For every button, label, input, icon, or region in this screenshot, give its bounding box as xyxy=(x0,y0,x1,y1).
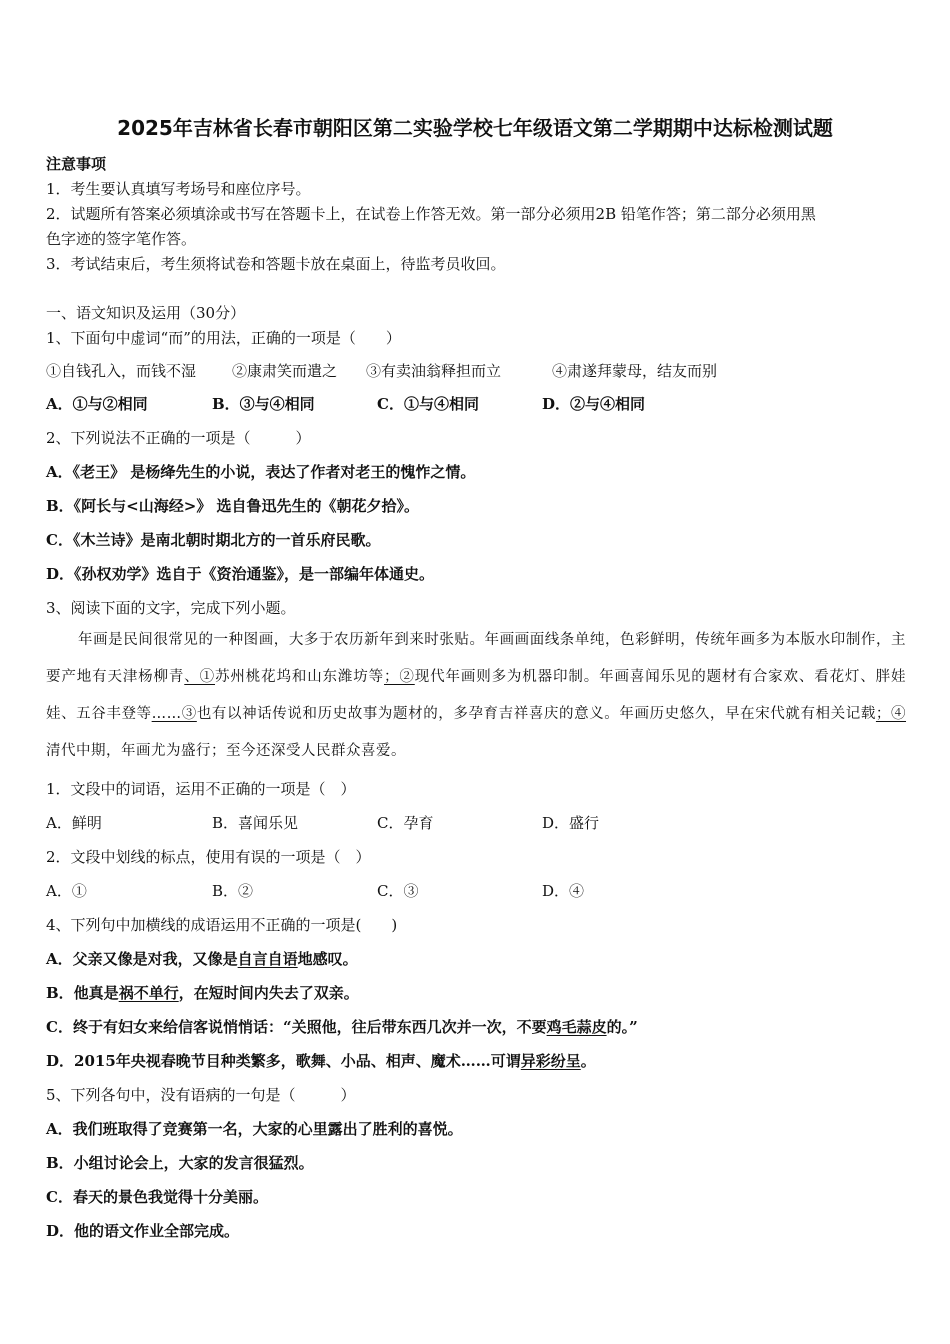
punct-mark-3: ……③ xyxy=(151,706,197,722)
q5-option-c: C．春天的景色我觉得十分美丽。 xyxy=(46,1188,268,1206)
idiom-underlined: 鸡毛蒜皮 xyxy=(546,1018,607,1036)
q4-option-c: C．终于有妇女来给信客说悄悄话：“关照他，往后带东西几次并一次，不要鸡毛蒜皮的。” xyxy=(46,1018,638,1036)
sub1-option-b: B．喜闻乐见 xyxy=(212,814,299,832)
reading-passage: 年画是民间很常见的一种图画，大多于农历新年到来时张贴。年画画面线条单纯，色彩鲜明，传统年画多为本版水印制作，主要产地有天津杨柳青、①苏州桃花坞和山东潍坊等；②现代年画则多为机器印制。年画喜闻乐见的题材有合家欢、看花灯、胖娃娃、五谷丰登等……③也有以神话传说和历史故事为题材的，多孕育吉祥喜庆的意义。年画历史悠久，早在宋代就有相关记载；④清代中期，年画尤为盛行；至今还深受人民群众喜爱。 xyxy=(46,632,907,759)
q2-option-d: D．《孙权劝学》选自于《资治通鉴》，是一部编年体通史。 xyxy=(46,565,435,583)
notice-heading: 注意事项 xyxy=(46,155,107,173)
notice-item: 1．考生要认真填写考场号和座位序号。 xyxy=(46,180,311,198)
sub1-option-d: D．盛行 xyxy=(542,814,600,832)
punct-mark-1: 、① xyxy=(184,669,216,685)
q1-option-b: B．③与④相同 xyxy=(212,395,315,413)
punct-mark-4: ；④ xyxy=(875,706,907,722)
q1-option-d: D．②与④相同 xyxy=(542,395,646,413)
q5-option-d: D．他的语文作业全部完成。 xyxy=(46,1222,240,1240)
q1-option-c: C．①与④相同 xyxy=(377,395,479,413)
idiom-underlined: 异彩纷呈 xyxy=(520,1052,581,1070)
question-stem: 5、下列各句中，没有语病的一句是（ ） xyxy=(46,1086,356,1104)
q2-option-a: A．《老王》 是杨绛先生的小说，表达了作者对老王的愧怍之情。 xyxy=(46,463,476,481)
notice-item: 色字迹的签字笔作答。 xyxy=(46,230,197,248)
page-title: 2025年吉林省长春市朝阳区第二实验学校七年级语文第二学期期中达标检测试题 xyxy=(117,116,833,140)
sub1-option-a: A．鲜明 xyxy=(46,814,102,832)
q4-option-a: A．父亲又像是对我，又像是自言自语地感叹。 xyxy=(46,950,358,968)
punct-mark-2: ；② xyxy=(384,669,415,685)
subquestion-stem: 2．文段中划线的标点，使用有误的一项是（ ） xyxy=(46,848,371,866)
q5-option-b: B．小组讨论会上，大家的发言很猛烈。 xyxy=(46,1154,314,1172)
q1-option-a: A．①与②相同 xyxy=(46,395,148,413)
subquestion-stem: 1．文段中的词语，运用不正确的一项是（ ） xyxy=(46,780,356,798)
q1-sentence: ①自钱孔入，而钱不湿 xyxy=(46,362,197,380)
sub2-option-c: C．③ xyxy=(377,882,419,900)
idiom-underlined: 祸不单行 xyxy=(118,984,179,1002)
sub2-option-a: A．① xyxy=(46,882,87,900)
q5-option-a: A．我们班取得了竞赛第一名，大家的心里露出了胜利的喜悦。 xyxy=(46,1120,463,1138)
q1-sentence: ②康肃笑而遣之 xyxy=(232,362,338,380)
question-stem: 4、下列句中加横线的成语运用不正确的一项是( ) xyxy=(46,916,398,934)
q2-option-b: B．《阿长与<山海经>》 选自鲁迅先生的《朝花夕拾》。 xyxy=(46,497,420,515)
sub2-option-d: D．④ xyxy=(542,882,585,900)
question-stem: 2、下列说法不正确的一项是（ ） xyxy=(46,429,311,447)
idiom-underlined: 自言自语 xyxy=(237,950,298,968)
q4-option-d: D．2015年央视春晚节目种类繁多，歌舞、小品、相声、魔术……可谓异彩纷呈。 xyxy=(46,1052,596,1070)
question-stem: 1、下面句中虚词“而”的用法，正确的一项是（ ） xyxy=(46,329,401,347)
notice-item: 2．试题所有答案必须填涂或书写在答题卡上，在试卷上作答无效。第一部分必须用2B 铅笔作答；第二部分必须用黑 xyxy=(46,205,816,223)
sub2-option-b: B．② xyxy=(212,882,254,900)
question-stem: 3、阅读下面的文字，完成下列小题。 xyxy=(46,599,296,617)
q1-sentence: ④肃遂拜蒙母，结友而别 xyxy=(552,362,718,380)
q2-option-c: C．《木兰诗》是南北朝时期北方的一首乐府民歌。 xyxy=(46,531,381,549)
q4-option-b: B．他真是祸不单行，在短时间内失去了双亲。 xyxy=(46,984,359,1002)
q1-sentence: ③有卖油翁释担而立 xyxy=(366,362,502,380)
notice-item: 3．考试结束后，考生须将试卷和答题卡放在桌面上，待监考员收回。 xyxy=(46,255,506,273)
sub1-option-c: C．孕育 xyxy=(377,814,434,832)
section-heading: 一、语文知识及运用（30分） xyxy=(46,304,246,322)
